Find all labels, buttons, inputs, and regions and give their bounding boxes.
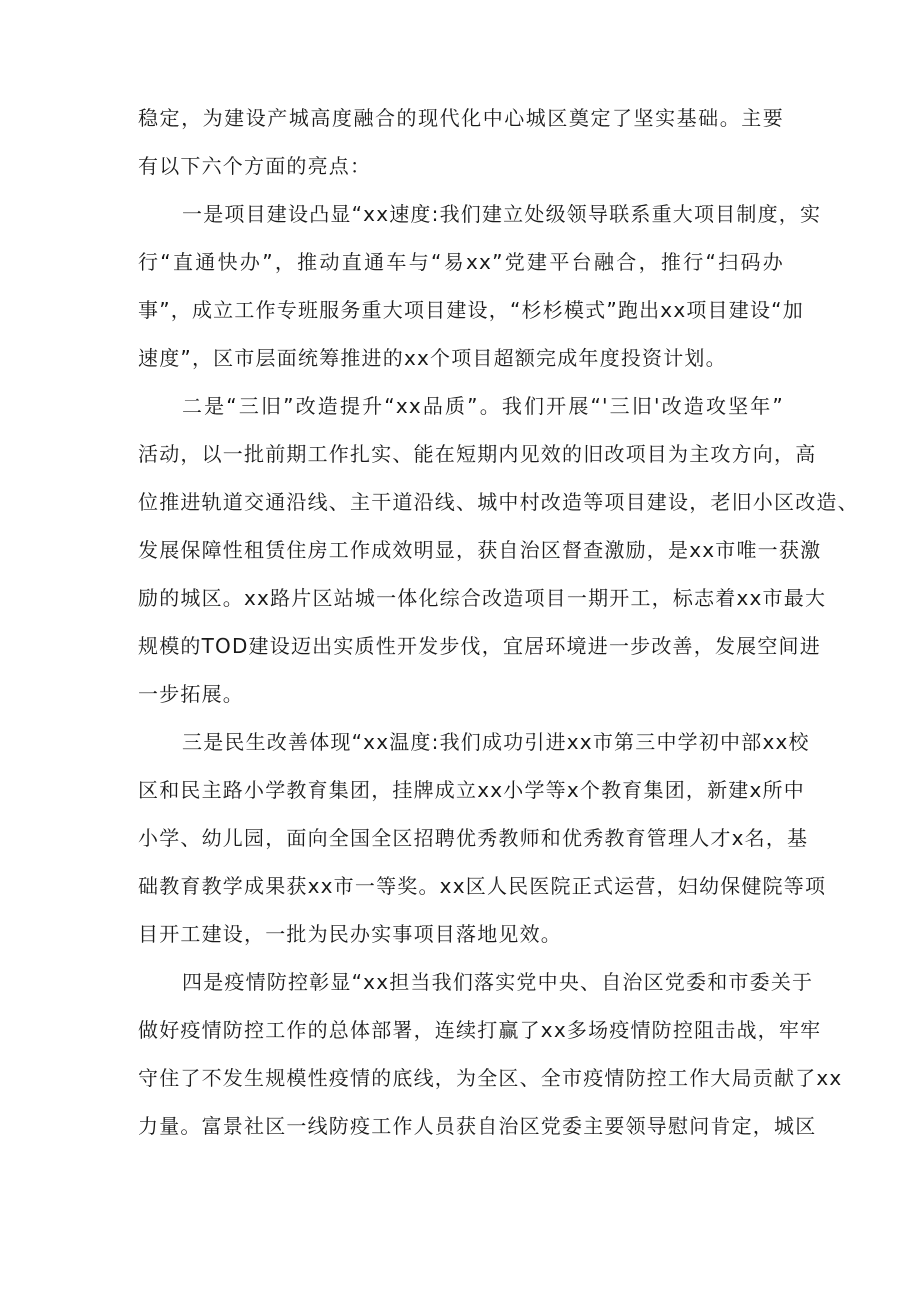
paragraph-line: 做好疫情防控工作的总体部署，连续打赢了xx多场疫情防控阻击战，牢牢: [138, 1018, 822, 1042]
paragraph-line: 三是民生改善体现“xx温度:我们成功引进xx市第三中学初中部xx校: [182, 730, 810, 754]
paragraph-line: 有以下六个方面的亮点：: [138, 154, 372, 178]
paragraph-line: 规模的TOD建设迈出实质性开发步伐，宜居环境进一步改善，发展空间进: [138, 634, 821, 658]
paragraph-line: 位推进轨道交通沿线、主干道沿线、城中村改造等项目建设，老旧小区改造、: [138, 490, 859, 514]
paragraph-line: 一步拓展。: [138, 682, 244, 706]
paragraph-line: 行“直通快办”，推动直通车与“易xx”党建平台融合，推行“扫码办: [138, 250, 784, 274]
paragraph-line: 力量。富景社区一线防疫工作人员获自治区党委主要领导慰问肯定，城区: [138, 1114, 817, 1138]
paragraph-line: 二是“三旧”改造提升“xx品质”。我们开展“'三旧'改造攻坚年”: [182, 394, 784, 418]
paragraph-line: 小学、幼儿园，面向全国全区招聘优秀教师和优秀教育管理人才x名，基: [138, 826, 809, 850]
paragraph-line: 励的城区。xx路片区站城一体化综合改造项目一期开工，标志着xx市最大: [138, 586, 827, 610]
document-body: [138, 94, 859, 1150]
paragraph-line: 稳定，为建设产城高度融合的现代化中心城区奠定了坚实基础。主要: [138, 106, 784, 130]
paragraph-line: 一是项目建设凸显“xx速度:我们建立处级领导联系重大项目制度，实: [182, 202, 822, 226]
paragraph-line: 发展保障性租赁住房工作成效明显，获自治区督查激励，是xx市唯一获激: [138, 538, 822, 562]
paragraph-line: 活动，以一批前期工作扎实、能在短期内见效的旧改项目为主攻方向，高: [138, 442, 817, 466]
paragraph-line: 础教育教学成果获xx市一等奖。xx区人民医院正式运营，妇幼保健院等项: [138, 874, 827, 898]
paragraph-line: 目开工建设，一批为民办实事项目落地见效。: [138, 922, 562, 946]
paragraph-line: 四是疫情防控彰显“xx担当我们落实党中央、自治区党委和市委关于: [182, 970, 814, 994]
paragraph-line: 速度”，区市层面统筹推进的xx个项目超额完成年度投资计划。: [138, 346, 727, 370]
paragraph-line: 区和民主路小学教育集团，挂牌成立xx小学等x个教育集团，新建x所中: [138, 778, 805, 802]
paragraph-line: 守住了不发生规模性疫情的底线，为全区、全市疫情防控工作大局贡献了xx: [138, 1066, 843, 1090]
paragraph-line: 事”，成立工作专班服务重大项目建设，“杉杉模式”跑出xx项目建设“加: [138, 298, 804, 322]
